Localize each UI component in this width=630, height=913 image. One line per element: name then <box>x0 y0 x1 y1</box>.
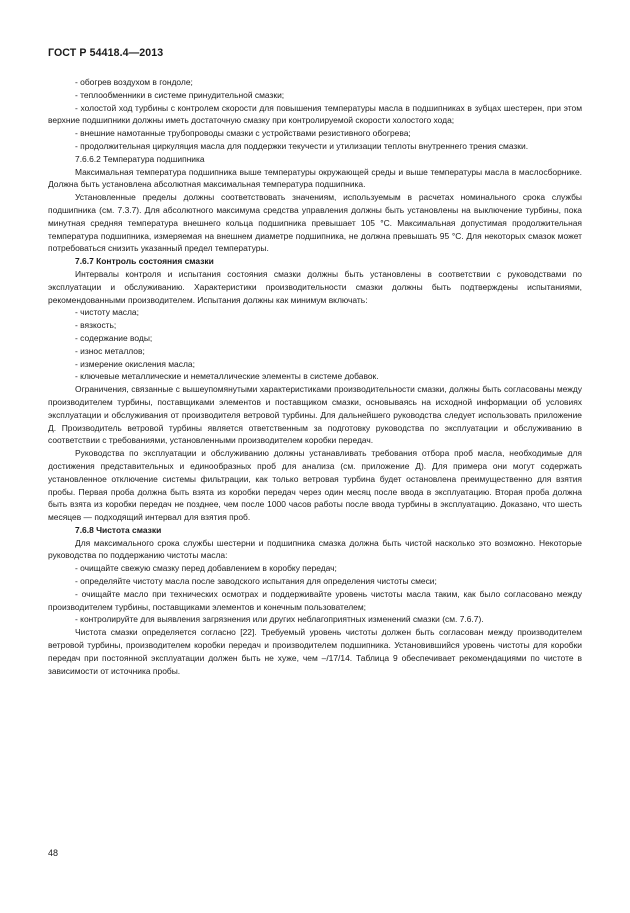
section-subheading: 7.6.6.2 Температура подшипника <box>75 153 205 164</box>
list-item: - вязкость; <box>75 320 117 331</box>
document-header: ГОСТ Р 54418.4—2013 <box>48 47 164 59</box>
list-item: - обогрев воздухом в гондоле; <box>75 77 193 87</box>
list-item: - содержание воды; <box>75 332 153 343</box>
list-item: - ключевые металлические и неметаллические элементы в системе добавок. <box>75 371 379 382</box>
paragraph: Чистота смазки определяется согласно [22]. Требуемый уровень чистоты должен быть согласован между производителем ветровой турбины, производителем коробки передач и производителем подшипника. Установившийся уровень чистоты для коробки передач при постоянной эксплуатации должен быть не хуже, чем –/17/14. Таблица 9 обеспечивает рекомендациями по чистоте в зависимости от источника пробы. <box>48 627 582 676</box>
list-item: - износ металлов; <box>75 345 145 356</box>
paragraph: Ограничения, связанные с вышеупомянутыми характеристиками производительности смазки, должны быть согласованы между производителем турбины, поставщиками элементов и поставщиком смазки, основываясь на исходной информации об условиях эксплуатации и обслуживания от производителя ветровой турбины. Для дальнейшего руководства следует использовать приложение Д. Производитель ветровой турбины является ответственным за подготовку руководства по эксплуатации и обслуживанию в соответствии с требованиями, установленными производителем коробки передач. <box>48 384 582 446</box>
paragraph: Руководства по эксплуатации и обслуживанию должны устанавливать требования отбора проб масла, необходимые для достижения представительных и единообразных проб для анализа (см. приложение Д). Для примера они могут содержать установленное отключение системы фильтрации, как только ветровая турбина будет остановлена преимущественно для взятия пробы. Первая проба должна быть взята из коробки передач через один месяц после ввода в эксплуатацию. Вторая проба должна быть взята из коробки передач не позднее, чем после 1000 часов работы после ввода турбины в эксплуатацию. Доказано, что шесть месяцев — подходящий интервал для взятия проб. <box>48 448 582 523</box>
list-item: - продолжительная циркуляция масла для поддержки текучести и утилизации теплоты внутреннего трения смазки. <box>75 140 529 151</box>
document-body <box>48 76 582 677</box>
list-item: - контролируйте для выявления загрязнения или других неблагоприятных изменений смазки (см. 7.6.7). <box>75 614 484 625</box>
paragraph: Для максимального срока службы шестерни и подшипника смазка должна быть чистой насколько это возможно. Некоторые руководства по поддержанию чистоты масла: <box>48 537 582 561</box>
list-item: - чистоту масла; <box>75 307 139 318</box>
list-item: - очищайте свежую смазку перед добавлением в коробку передач; <box>75 563 337 574</box>
section-heading: 7.6.8 Чистота смазки <box>75 524 162 535</box>
page-number: 48 <box>48 848 59 858</box>
list-item: - измерение окисления масла; <box>75 358 195 369</box>
section-heading: 7.6.7 Контроль состояния смазки <box>75 256 214 267</box>
paragraph: Установленные пределы должны соответствовать значениям, используемым в расчетах номинального срока службы подшипника (см. 7.3.7). Для абсолютного максимума средства управления должны быть установлены на выключение турбины, пока минутная средняя температура внешнего кольца подшипника превышает 105 °С. Максимальная допустимая продолжительная температура подшипника, измеряемая на внешнем диаметре подшипника, не должна превышать 95 °С. Для некоторых смазок может потребоваться снизить указанный предел температуры. <box>48 192 582 254</box>
list-item: - холостой ход турбины с контролем скорости для повышения температуры масла в подшипниках в зубцах шестерен, при этом верхние подшипники должны иметь достаточную смазку при контролируемой скорости холостого хода; <box>48 102 582 126</box>
list-item: - определяйте чистоту масла после заводского испытания для определения чистоты смеси; <box>75 576 437 587</box>
list-item: - теплообменники в системе принудительной смазки; <box>75 89 285 100</box>
paragraph: Интервалы контроля и испытания состояния смазки должны быть установлены в соответствии с руководствами по эксплуатации и обслуживанию. Характеристики производительности смазки должны быть подтверждены испытаниями, рекомендованными производителем. Испытания должны как минимум включать: <box>48 268 582 305</box>
list-item: - очищайте масло при технических осмотрах и поддерживайте уровень чистоты масла таким, как было согласовано между производителем турбины, поставщиками элементов и конечным пользователем; <box>48 588 582 612</box>
list-item: - внешние намотанные трубопроводы смазки с устройствами резистивного обогрева; <box>75 128 411 139</box>
paragraph: Максимальная температура подшипника выше температуры окружающей среды и выше температуры масла в маслосборнике. Должна быть установлена абсолютная максимальная температура подшипника. <box>48 166 582 190</box>
